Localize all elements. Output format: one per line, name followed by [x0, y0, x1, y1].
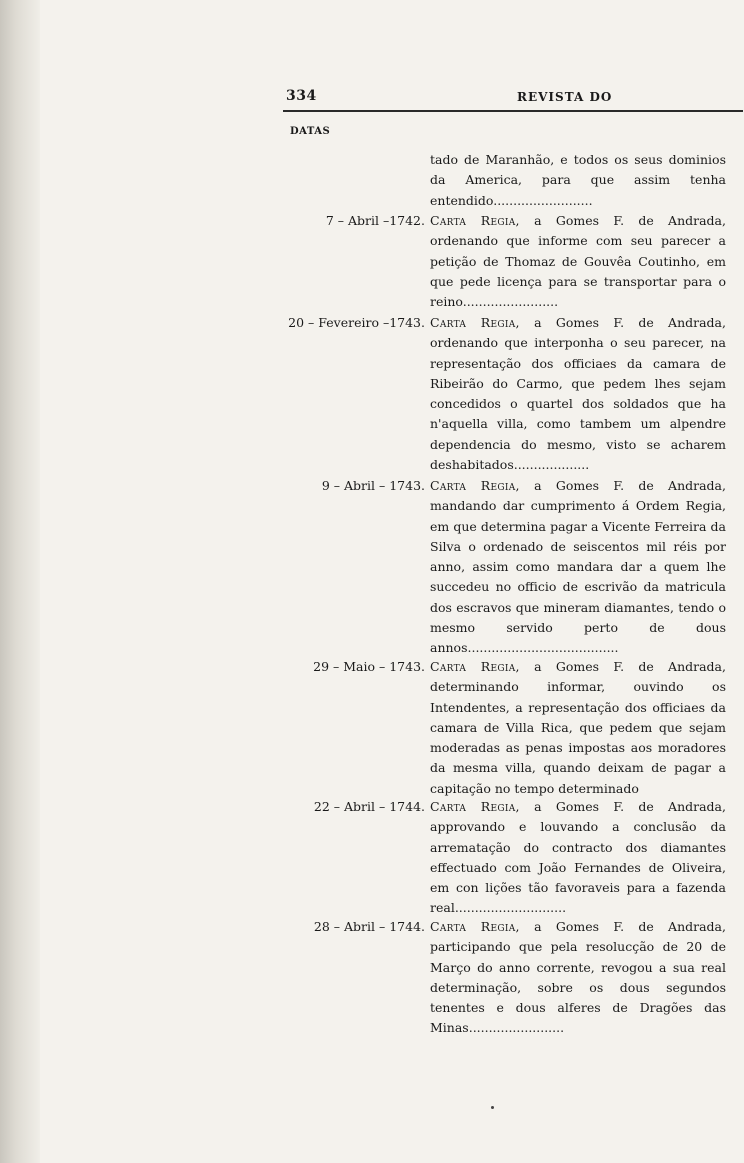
- entry-body: a Gomes F. de Andrada, ordenando que interponha o seu parecer, na representação dos officiaes da camara de Ribeirão do Carmo, que pedem lhes sejam concedidos o quartel dos soldados que ha n'aquella villa, como tambem um alpendre dependencia do mesmo, visto se acharem deshabitados...................: [430, 315, 726, 473]
- column-label-datas: DATAS: [290, 126, 331, 137]
- ink-speck: [491, 1106, 494, 1109]
- page-binding-shadow: [0, 0, 40, 1163]
- entry-body: a Gomes F. de Andrada, ordenando que informe com seu parecer a petição de Thomaz de Gouvêa Coutinho, em que pede licença para se transportar para o reino........................: [430, 213, 726, 310]
- entry-date: 22 – Abril – 1744.: [313, 799, 425, 814]
- entry-date: 7 – Abril –1742.: [325, 213, 425, 228]
- entry-heading: Carta Regia,: [430, 315, 520, 330]
- entry-date: 9 – Abril – 1743.: [321, 478, 425, 493]
- entry-date: 20 – Fevereiro –1743.: [288, 315, 425, 330]
- entry-text: [430, 476, 726, 659]
- header-rule: [283, 110, 743, 112]
- entry-body: a Gomes F. de Andrada, mandando dar cumprimento á Ordem Regia, em que determina pagar a Vicente Ferreira da Silva o ordenado de seiscentos mil réis por anno, assim como mandara dar a quem lhe succedeu no officio de escrivão da matricula dos escravos que mineram diamantes, tendo o mesmo servido perto de dous annos......................................: [430, 478, 726, 656]
- entry-heading: Carta Regia,: [430, 919, 520, 934]
- entry-body: a Gomes F. de Andrada, determinando informar, ouvindo os Intendentes, a representação dos officiaes da camara de Villa Rica, que pedem que sejam moderadas as penas impostas aos moradores da mesma villa, quando deixam de pagar a capitação no tempo determinado: [430, 659, 726, 796]
- page-number: 334: [286, 88, 317, 104]
- entry-heading: Carta Regia,: [430, 478, 520, 493]
- running-title: REVISTA DO: [517, 90, 613, 104]
- entry-heading: Carta Regia,: [430, 659, 520, 674]
- entry-date: 28 – Abril – 1744.: [313, 919, 425, 934]
- continuation-text: tado de Maranhão, e todos os seus dominios da America, para que assim tenha entendido.........................: [430, 152, 726, 208]
- entry-text: [430, 917, 726, 1039]
- entry-text: [430, 657, 726, 799]
- entry-body: a Gomes F. de Andrada, participando que pela resolucção de 20 de Março do anno corrente, revogou a sua real determinação, sobre os dous segundos tenentes e dous alferes de Dragões das Minas........................: [430, 919, 726, 1036]
- entry-heading: Carta Regia,: [430, 213, 520, 228]
- entry-text: [430, 211, 726, 312]
- entry-heading: Carta Regia,: [430, 799, 520, 814]
- entry-date: 29 – Maio – 1743.: [313, 659, 425, 674]
- entry-text: [430, 313, 726, 475]
- entry-text: [430, 797, 726, 919]
- entry-body: a Gomes F. de Andrada, approvando e louvando a conclusão da arrematação do contracto dos diamantes effectuado com João Fernandes de Oliveira, em con lições tão favoraveis para a fazenda real............................: [430, 799, 726, 916]
